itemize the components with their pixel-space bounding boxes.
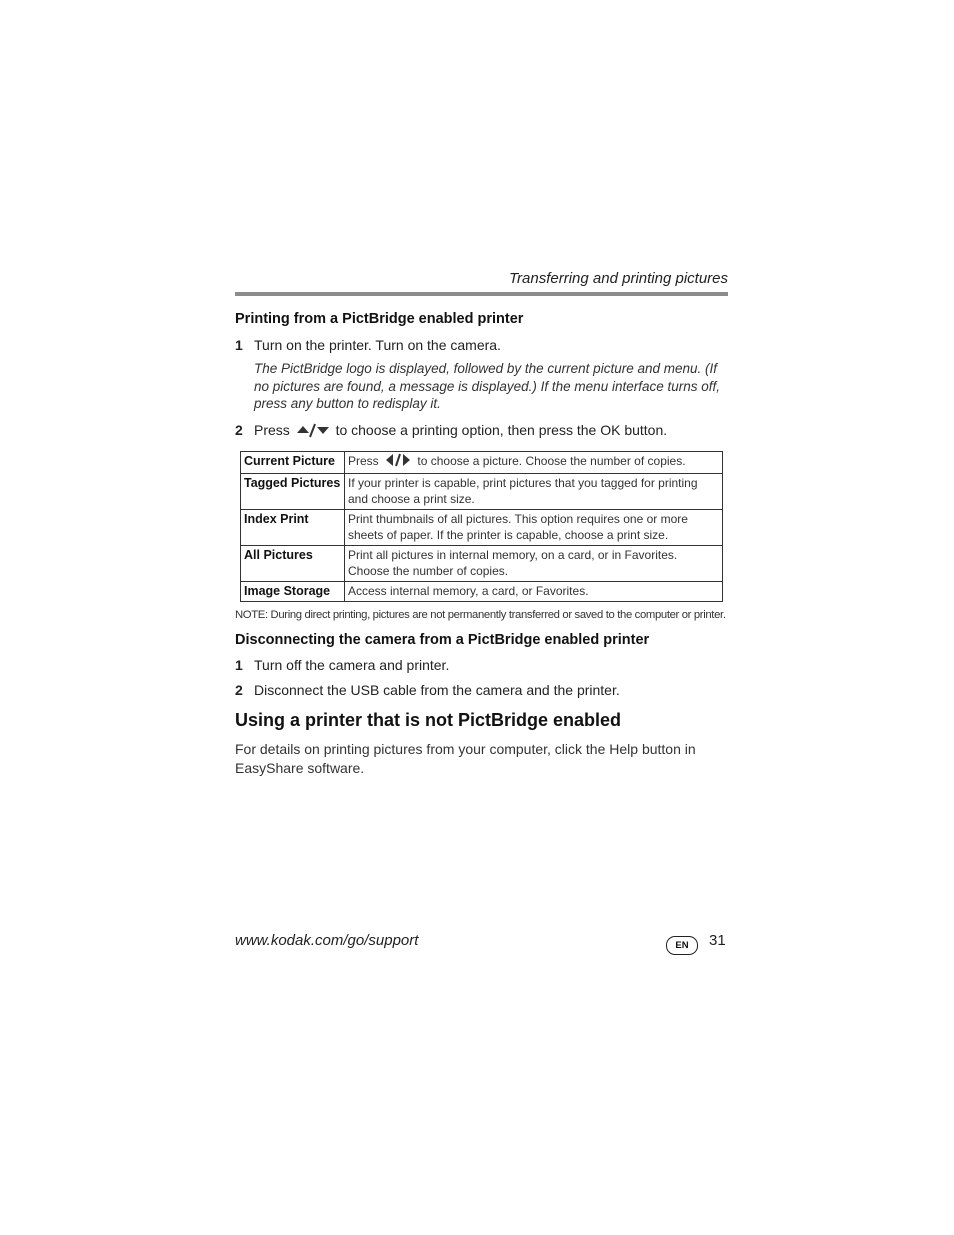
step-number: 2 [235, 422, 243, 439]
language-badge: EN [666, 936, 698, 955]
direct-printing-note: NOTE: During direct printing, pictures are not permanently transferred or saved to the computer or printer. [235, 609, 726, 621]
section-heading-non-pictbridge: Using a printer that is not PictBridge enabled [235, 710, 622, 730]
non-pictbridge-paragraph: For details on printing pictures from your computer, click the Help button in EasyShare software. [235, 741, 696, 776]
desc-after: to choose a picture. Choose the number of copies. [417, 454, 686, 469]
section-heading-pictbridge-printing: Printing from a PictBridge enabled printer [235, 311, 524, 327]
table-row [241, 546, 723, 582]
step-text: Disconnect the USB cable from the camera and the printer. [254, 682, 620, 698]
table-row [241, 452, 723, 474]
step-2 [235, 422, 667, 441]
header-rule [235, 292, 728, 296]
printing-options-table [240, 451, 723, 602]
option-description: If your printer is capable, print pictures that you tagged for printing and choose a print size. [345, 474, 723, 510]
step-number: 1 [235, 337, 243, 353]
option-label: Image Storage [241, 582, 345, 602]
table-row [241, 510, 723, 546]
option-label: Current Picture [241, 452, 345, 474]
step-text: Turn off the camera and printer. [254, 657, 450, 673]
step-text-before: Press [254, 422, 290, 439]
step-number: 2 [235, 682, 243, 698]
option-label: Tagged Pictures [241, 474, 345, 510]
table-row [241, 582, 723, 602]
desc-before: Press [348, 454, 379, 469]
support-url: www.kodak.com/go/support [235, 932, 419, 949]
pictbridge-italic-note: The PictBridge logo is displayed, followed by the current picture and menu. (If no pictures are found, a message is displayed.) If the menu interface turns off, press any button to redisplay it. [254, 361, 721, 411]
option-description: Access internal memory, a card, or Favorites. [345, 582, 723, 602]
step-text: Turn on the printer. Turn on the camera. [254, 337, 501, 353]
step-1 [235, 337, 501, 353]
left-right-arrows-icon [384, 453, 412, 471]
option-label: Index Print [241, 510, 345, 546]
option-label: All Pictures [241, 546, 345, 582]
up-down-arrows-icon [296, 422, 330, 441]
step-text-after: to choose a printing option, then press the OK button. [335, 422, 668, 439]
running-header: Transferring and printing pictures [509, 270, 728, 287]
step-number: 1 [235, 657, 243, 673]
section-heading-disconnecting: Disconnecting the camera from a PictBridge enabled printer [235, 632, 650, 648]
option-description: Print thumbnails of all pictures. This option requires one or more sheets of paper. If the printer is capable, choose a print size. [345, 510, 723, 546]
page-number: 31 [709, 932, 726, 949]
step-2 [235, 682, 620, 698]
table-row [241, 474, 723, 510]
step-1 [235, 657, 449, 673]
option-description: Print all pictures in internal memory, on a card, or in Favorites. Choose the number of copies. [345, 546, 723, 582]
option-description [345, 452, 723, 474]
